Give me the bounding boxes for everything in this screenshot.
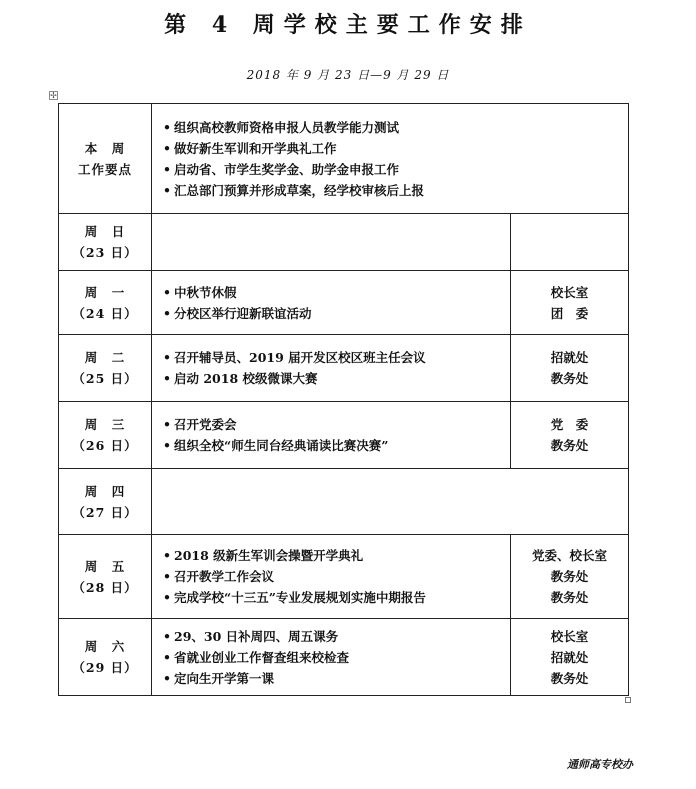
day-date: （26 日） [72,438,138,453]
day-row [59,535,629,619]
task-item [160,587,510,608]
task-item [160,282,510,303]
day-name: 周 日 [84,224,126,239]
bullet-icon: • [163,590,171,605]
task-item [160,668,510,689]
day-tasks [152,619,511,696]
task-item [160,347,510,368]
bullet-icon: • [163,119,171,135]
bullet-icon: • [163,569,171,584]
day-name: 周 四 [84,483,126,499]
responsible-dept [511,271,629,335]
dept-name: 党 委 [550,417,589,432]
day-date: （27 日） [72,504,138,520]
task-item [160,626,510,647]
week-summary-items [152,104,629,214]
day-label [59,402,152,469]
task-text: 29、30 日补周四、周五课务 [174,628,339,644]
day-row [59,335,629,402]
day-name: 周 一 [84,284,126,300]
day-label [59,619,152,696]
bullet-icon: • [163,140,171,156]
day-row [59,469,629,535]
dept-name: 教务处 [550,569,589,584]
dept-name: 招就处 [550,649,589,665]
week-summary-item: • 做好新生军训和开学典礼工作 [160,138,628,159]
dept-name: 教务处 [550,670,589,686]
day-label [59,535,152,619]
date-range: 2018 年 9 月 23 日—9 月 29 日 [246,68,450,82]
dept-name: 团 委 [550,305,589,321]
task-text: 2018 级新生军训会操暨开学典礼 [174,548,364,563]
dept-name: 党委、校长室 [532,548,608,563]
task-item [160,647,510,668]
week-summary-item: • 组织高校教师资格申报人员教学能力测试 [160,117,628,138]
week-summary-item: • 启动省、市学生奖学金、助学金申报工作 [160,159,628,180]
task-text: 定向生开学第一课 [174,670,275,686]
table-move-handle-icon[interactable]: ✢ [50,91,57,100]
task-item [160,435,510,456]
week-summary-label [59,104,152,214]
bullet-icon: • [163,670,171,686]
responsible-dept [511,402,629,469]
bullet-icon: • [163,284,171,300]
task-item [160,566,510,587]
day-date: （29 日） [72,660,138,675]
day-row [59,214,629,271]
day-date: （23 日） [72,245,138,260]
day-row [59,402,629,469]
bullet-icon: • [163,305,171,321]
bullet-icon: • [163,371,171,386]
day-label [59,335,152,402]
responsible-dept [511,535,629,619]
bullet-icon: • [163,417,171,432]
task-text: 完成学校“十三五”专业发展规划实施中期报告 [174,590,426,605]
bullet-icon: • [163,548,171,563]
day-name: 周 五 [84,558,126,574]
day-date: （24 日） [72,305,138,321]
dept-name: 教务处 [550,371,589,386]
task-text: 省就业创业工作督查组来校检查 [174,649,350,665]
week-summary-label-line1: 本 周 [84,140,126,156]
responsible-dept [511,335,629,402]
day-tasks [152,402,511,469]
dept-name: 校长室 [550,628,589,644]
bullet-icon: • [163,161,171,177]
day-name: 周 二 [84,350,126,365]
week-summary-label-line2: 工作要点 [77,161,132,177]
day-name: 周 六 [84,639,126,654]
task-item [160,414,510,435]
schedule-table [58,103,629,696]
task-item [160,545,510,566]
day-label [59,271,152,335]
day-tasks [152,271,511,335]
day-row [59,619,629,696]
task-item [160,303,510,324]
bullet-icon: • [163,649,171,665]
day-tasks [152,535,511,619]
bullet-icon: • [163,350,171,365]
dept-name: 招就处 [550,350,589,365]
dept-name: 校长室 [550,284,589,300]
dept-name: 教务处 [550,438,589,453]
task-text: 召开党委会 [174,417,237,432]
day-name: 周 三 [84,417,126,432]
task-text: 启动 2018 校级微课大赛 [174,371,318,386]
task-item [160,368,510,389]
week-summary-row [59,104,629,214]
day-label [59,469,152,535]
day-tasks [152,335,511,402]
task-text: 分校区举行迎新联谊活动 [174,305,312,321]
day-date: （25 日） [72,371,138,386]
dept-name: 教务处 [550,590,589,605]
responsible-dept [511,214,629,271]
day-tasks [152,469,629,535]
task-text: 召开辅导员、2019 届开发区校区班主任会议 [174,350,426,365]
bullet-icon: • [163,628,171,644]
responsible-dept [511,619,629,696]
table-resize-handle[interactable] [625,697,631,703]
day-label [59,214,152,271]
task-text: 组织全校“师生同台经典诵读比赛决赛” [174,438,389,453]
day-row [59,271,629,335]
task-text: 中秋节休假 [174,284,237,300]
task-text: 召开教学工作会议 [174,569,275,584]
day-date: （28 日） [72,579,138,595]
footer-office: 通师高专校办 [567,758,633,771]
bullet-icon: • [163,182,171,198]
day-tasks [152,214,511,271]
week-summary-item: • 汇总部门预算并形成草案，经学校审核后上报 [160,180,628,201]
page-title: 第 4 周学校主要工作安排 [164,12,532,38]
bullet-icon: • [163,438,171,453]
